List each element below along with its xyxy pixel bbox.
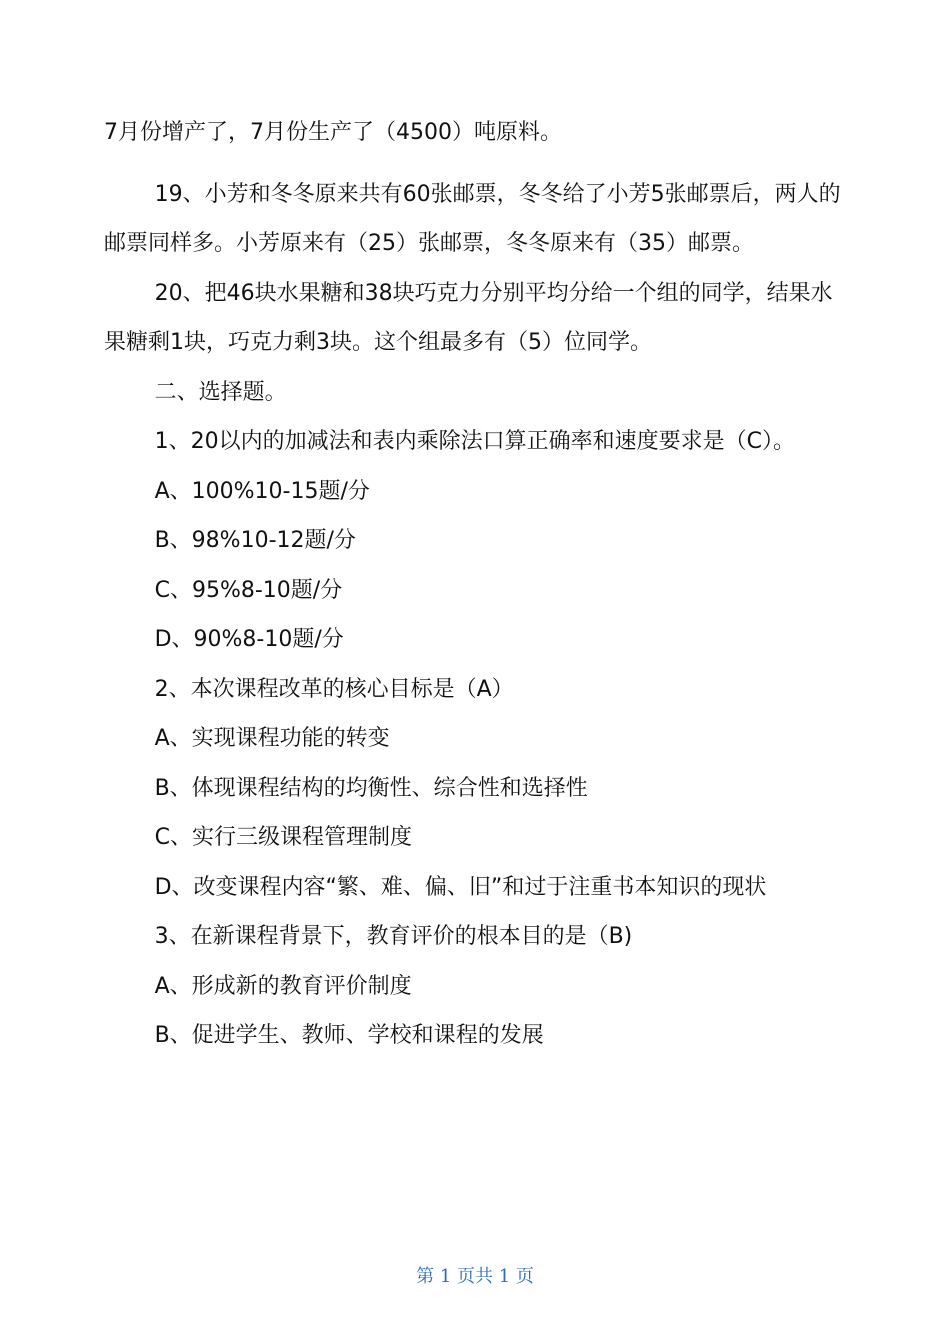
paragraph-2: 19、小芳和冬冬原来共有60张邮票，冬冬给了小芳5张邮票后，两人的邮票同样多。小芳原来有（25）张邮票，冬冬原来有（35）邮票。 — [104, 181, 841, 256]
document-body — [104, 108, 844, 1061]
paragraph-1: 7月份增产了，7月份生产了（4500）吨原料。 — [104, 120, 562, 145]
section-heading: 二、选择题。 — [154, 379, 287, 405]
question-3-option-b: B、促进学生、教师、学校和课程的发展 — [154, 1023, 544, 1048]
question-3: 3、在新课程背景下，教育评价的根本目的是（B) — [154, 924, 633, 949]
question-1-option-b: B、98%10-12题/分 — [154, 528, 356, 553]
question-1-option-d: D、90%8-10题/分 — [154, 627, 344, 652]
question-1-option-c: C、95%8-10题/分 — [154, 577, 343, 603]
question-1: 1、20以内的加减法和表内乘除法口算正确率和速度要求是（C）。 — [154, 429, 795, 454]
question-1-option-a: A、100%10-15题/分 — [154, 478, 370, 504]
question-3-option-a: A、形成新的教育评价制度 — [154, 973, 412, 999]
question-2: 2、本次课程改革的核心目标是（A） — [154, 676, 514, 702]
question-2-option-b: B、体现课程结构的均衡性、综合性和选择性 — [154, 775, 588, 801]
paragraph-3: 20、把46块水果糖和38块巧克力分别平均分给一个组的同学，结果水果糖剩1块，巧克力剩3块。这个组最多有（5）位同学。 — [104, 280, 833, 355]
question-2-option-a: A、实现课程功能的转变 — [154, 726, 390, 751]
question-2-option-d: D、改变课程内容“繁、难、偏、旧”和过于注重书本知识的现状 — [154, 874, 767, 900]
question-2-option-c: C、实行三级课程管理制度 — [154, 825, 412, 850]
page-footer: 第 1 页共 1 页 — [416, 1266, 534, 1287]
